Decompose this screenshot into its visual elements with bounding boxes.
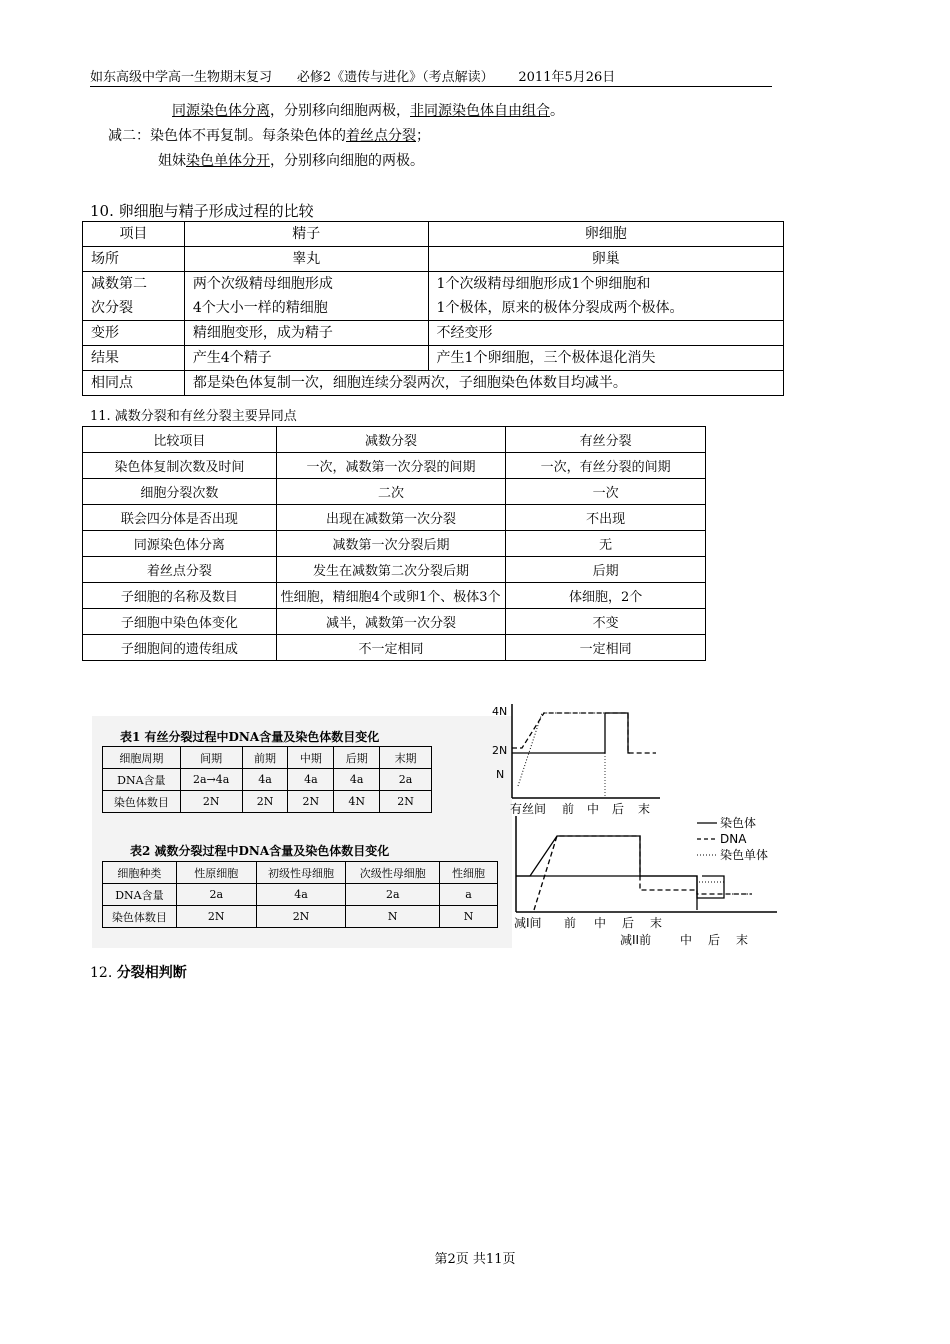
table-cell: 性原细胞	[176, 862, 256, 884]
underlined-term: 同源染色体分离	[172, 103, 270, 119]
table-cell: 精子	[184, 222, 428, 247]
page-footer: 第2页 共11页	[434, 1252, 516, 1267]
table-cell: 2a→4a	[180, 769, 242, 791]
chromatid-line	[516, 876, 752, 894]
table-cell: 子细胞中染色体变化	[83, 609, 277, 635]
table-cell: 4a	[242, 769, 288, 791]
table-cell: 前期	[242, 747, 288, 769]
x-label: 减II前	[620, 933, 652, 947]
text-line-3	[158, 150, 424, 170]
table-row	[103, 791, 432, 813]
table-cell: 不经变形	[428, 321, 783, 346]
table-cell: 一次，有丝分裂的间期	[506, 453, 706, 479]
table-cell: 子细胞间的遗传组成	[83, 635, 277, 661]
x-label: 前	[562, 802, 575, 816]
chromatid-line	[518, 713, 605, 786]
x-label: 有丝间	[510, 802, 547, 816]
y-label: 4N	[492, 705, 508, 718]
table-cell: 场所	[83, 247, 185, 272]
table-row	[83, 479, 706, 505]
cell-line: 次分裂	[91, 300, 133, 316]
table-cell: 2a	[380, 769, 432, 791]
table-cell: 有丝分裂	[506, 427, 706, 453]
text: ，分别移向细胞两极，	[270, 103, 410, 119]
table-cell: 2N	[256, 906, 346, 928]
table-cell: 细胞周期	[103, 747, 181, 769]
meiosis-mitosis-comparison-table	[82, 426, 706, 661]
chromosome-line	[516, 836, 697, 910]
x-label: 前	[564, 916, 577, 930]
header-course: 必修2《遗传与进化》（考点解读）	[296, 70, 494, 85]
text: ；	[416, 128, 430, 144]
table-cell	[184, 272, 428, 321]
table-cell: 产生4个精子	[184, 346, 428, 371]
table-header-row	[83, 222, 784, 247]
legend-chromosome: 染色体	[720, 816, 757, 830]
table-row	[83, 321, 784, 346]
table-cell: 变形	[83, 321, 185, 346]
table-cell: 出现在减数第一次分裂	[276, 505, 506, 531]
x-label: 末	[650, 916, 663, 930]
table-row	[83, 505, 706, 531]
cell-line: 两个次级精母细胞形成	[192, 276, 333, 292]
cell-line: 4个大小一样的精细胞	[192, 300, 328, 316]
table-cell: 相同点	[83, 371, 185, 396]
table-header-row	[103, 747, 432, 769]
x-label: 减I间	[514, 916, 542, 930]
table-cell: 一次	[506, 479, 706, 505]
x-label: 后	[622, 916, 635, 930]
table-cell: 2N	[180, 791, 242, 813]
table-cell: 体细胞，2个	[506, 583, 706, 609]
table-cell: 着丝点分裂	[83, 557, 277, 583]
table-cell: DNA含量	[103, 884, 177, 906]
table-cell: 发生在减数第二次分裂后期	[276, 557, 506, 583]
table-row	[83, 346, 784, 371]
table-cell: 联会四分体是否出现	[83, 505, 277, 531]
table-row	[83, 272, 784, 321]
cell-line: 减数第二	[91, 276, 147, 292]
x-label: 末	[638, 802, 651, 816]
x-label: 后	[612, 802, 625, 816]
section-12-title	[90, 962, 187, 982]
table-cell: 比较项目	[83, 427, 277, 453]
table-cell: 子细胞的名称及数目	[83, 583, 277, 609]
table-header-row	[103, 862, 498, 884]
table-cell: 4a	[288, 769, 334, 791]
table-cell: 不出现	[506, 505, 706, 531]
table-cell	[83, 272, 185, 321]
table-cell: 末期	[380, 747, 432, 769]
table-cell: 卵巢	[428, 247, 783, 272]
table-cell: 染色体数目	[103, 791, 181, 813]
table-cell: 产生1个卵细胞，三个极体退化消失	[428, 346, 783, 371]
legend-dna: DNA	[720, 832, 747, 846]
table-cell: 次级性母细胞	[346, 862, 440, 884]
table-cell: 都是染色体复制一次，细胞连续分裂两次，子细胞染色体数目均减半。	[184, 371, 783, 396]
meiosis-graph	[512, 812, 782, 952]
egg-sperm-comparison-table	[82, 221, 784, 396]
table-cell: 结果	[83, 346, 185, 371]
table-cell: 一次，减数第一次分裂的间期	[276, 453, 506, 479]
table-header-row	[83, 427, 706, 453]
table-cell: 减半，减数第一次分裂	[276, 609, 506, 635]
table-row	[83, 583, 706, 609]
header-date: 2011年5月26日	[518, 70, 616, 85]
table-cell: 减数分裂	[276, 427, 506, 453]
table-cell: 睾丸	[184, 247, 428, 272]
chromosome-line-a	[516, 876, 724, 898]
text: ，分别移向细胞的两极。	[270, 153, 424, 169]
figure-table-2	[102, 861, 498, 928]
table-cell: 4a	[334, 769, 380, 791]
table-cell: 4a	[256, 884, 346, 906]
table-cell: 后期	[334, 747, 380, 769]
table-cell: 4N	[334, 791, 380, 813]
y-label: 2N	[492, 744, 508, 757]
table-row	[83, 557, 706, 583]
table-cell: 2N	[288, 791, 334, 813]
table-cell: 间期	[180, 747, 242, 769]
table-cell: 减数第一次分裂后期	[276, 531, 506, 557]
text: 姐妹	[158, 153, 186, 169]
text-line-2	[108, 125, 430, 145]
table-cell: 无	[506, 531, 706, 557]
table-cell: 细胞种类	[103, 862, 177, 884]
table-cell: N	[440, 906, 498, 928]
table-cell: 2a	[176, 884, 256, 906]
table-cell: 不一定相同	[276, 635, 506, 661]
table-cell: a	[440, 884, 498, 906]
figure-table-1	[102, 746, 432, 813]
legend-chromatid: 染色单体	[720, 848, 769, 862]
table-cell: 细胞分裂次数	[83, 479, 277, 505]
header-school: 如东高级中学高一生物期末复习	[90, 70, 273, 85]
y-label: N	[496, 768, 505, 781]
text-line-1	[172, 100, 564, 120]
table-row	[83, 247, 784, 272]
x-label: 中	[594, 916, 607, 930]
chromosome-line	[512, 713, 630, 753]
table-cell: 2N	[242, 791, 288, 813]
x-label: 末	[736, 933, 749, 947]
table-cell: 卵细胞	[428, 222, 783, 247]
table-row	[103, 884, 498, 906]
section-heading: 分裂相判断	[116, 965, 187, 981]
section-10-title: 10. 卵细胞与精子形成过程的比较	[90, 202, 314, 220]
table-cell: 项目	[83, 222, 185, 247]
table-cell: 2N	[176, 906, 256, 928]
table-row	[103, 769, 432, 791]
table-row	[83, 453, 706, 479]
x-label: 中	[587, 802, 600, 816]
table-cell: 中期	[288, 747, 334, 769]
page-header	[90, 66, 772, 87]
text: 减二：染色体不再复制。每条染色体的	[108, 128, 346, 144]
underlined-term: 着丝点分裂	[346, 128, 416, 144]
x-label: 后	[708, 933, 721, 947]
table-cell: 精细胞变形，成为精子	[184, 321, 428, 346]
table-cell: DNA含量	[103, 769, 181, 791]
table-row	[83, 371, 784, 396]
table-cell: N	[346, 906, 440, 928]
table-cell	[428, 272, 783, 321]
table-row	[83, 531, 706, 557]
table-row	[83, 609, 706, 635]
dna-line	[512, 713, 656, 753]
table-row	[103, 906, 498, 928]
section-11-title: 11. 减数分裂和有丝分裂主要异同点	[90, 409, 297, 424]
figure-table-1-title: 表1 有丝分裂过程中DNA含量及染色体数目变化	[120, 730, 380, 744]
table-cell: 后期	[506, 557, 706, 583]
underlined-term: 非同源染色体自由组合	[410, 103, 550, 119]
table-cell: 染色体复制次数及时间	[83, 453, 277, 479]
table-cell: 一定相同	[506, 635, 706, 661]
table-cell: 初级性母细胞	[256, 862, 346, 884]
x-label: 中	[680, 933, 693, 947]
table-cell: 不变	[506, 609, 706, 635]
table-row	[83, 635, 706, 661]
table-cell: 2a	[346, 884, 440, 906]
table-cell: 二次	[276, 479, 506, 505]
underlined-term: 染色单体分开	[186, 153, 270, 169]
dna-chromosome-tables-figure	[92, 716, 512, 948]
cell-line: 1个极体，原来的极体分裂成两个极体。	[436, 300, 684, 316]
table-cell: 同源染色体分离	[83, 531, 277, 557]
table-cell: 染色体数目	[103, 906, 177, 928]
text: 。	[550, 103, 564, 119]
table-cell: 性细胞，精细胞4个或卵1个、极体3个	[276, 583, 506, 609]
mitosis-graph	[490, 696, 670, 822]
table-cell: 性细胞	[440, 862, 498, 884]
section-number: 12.	[90, 965, 113, 981]
figure-table-2-title: 表2 减数分裂过程中DNA含量及染色体数目变化	[130, 844, 390, 858]
cell-line: 1个次级精母细胞形成1个卵细胞和	[436, 276, 651, 292]
table-cell: 2N	[380, 791, 432, 813]
